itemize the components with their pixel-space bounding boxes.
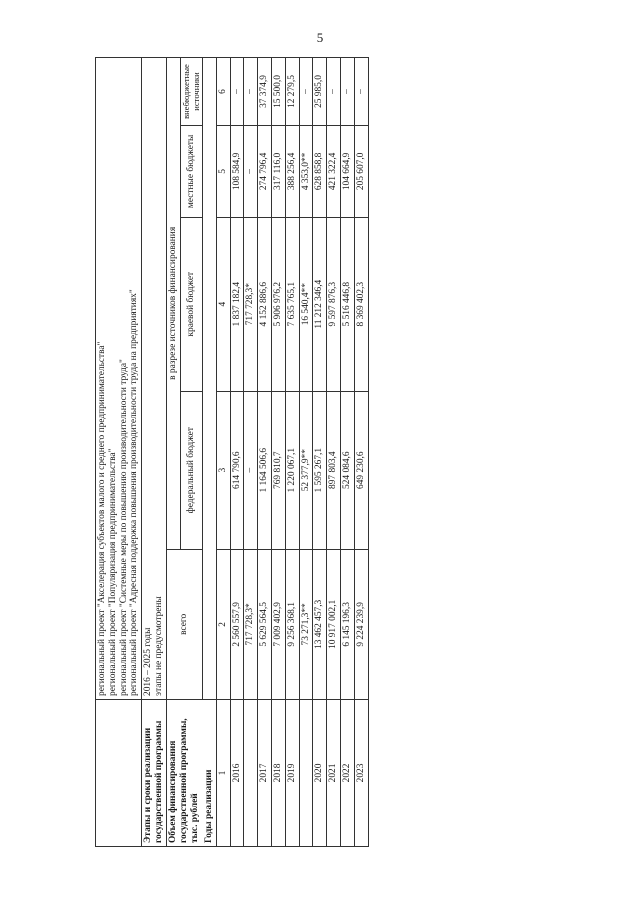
cell-total: 9 224 239,9: [354, 549, 368, 699]
years-header-row: [203, 58, 216, 847]
cell-regional: 9 597 876,3: [327, 217, 341, 391]
cell-regional: 7 635 765,1: [285, 217, 299, 391]
cell-total: 73 271,3**: [299, 549, 313, 699]
column-number: 4: [216, 217, 230, 391]
cell-extra: –: [341, 58, 355, 126]
cell-year: 2023: [354, 699, 368, 846]
cell-extra: –: [327, 58, 341, 126]
cell-total: 2 560 557,9: [230, 549, 244, 699]
rotated-table-block: [95, 57, 366, 847]
total-header: всего: [166, 549, 203, 699]
cell-extra: –: [354, 58, 368, 126]
cell-regional: 717 728,3*: [244, 217, 258, 391]
cell-regional: 11 212 346,4: [313, 217, 327, 391]
cell-local: 421 322,4: [327, 126, 341, 218]
cell-federal: 524 084,6: [341, 391, 355, 549]
cell-year: 2018: [272, 699, 286, 846]
cell-regional: 1 837 182,4: [230, 217, 244, 391]
cell-local: 628 858,8: [313, 126, 327, 218]
program-passport-table: [95, 57, 369, 847]
projects-row: [96, 58, 142, 847]
table-row: [313, 58, 327, 847]
cell-total: 9 256 368,1: [285, 549, 299, 699]
column-number: 6: [216, 58, 230, 126]
funding-header-row: [166, 58, 180, 847]
cell-federal: 52 377,9**: [299, 391, 313, 549]
cell-year: [299, 699, 313, 846]
table-row: [327, 58, 341, 847]
cell-year: 2019: [285, 699, 299, 846]
cell-federal: 897 803,4: [327, 391, 341, 549]
cell-federal: 649 230,6: [354, 391, 368, 549]
table-row: [285, 58, 299, 847]
project-item: региональный проект "Системные меры по повышению производительности труда": [118, 359, 129, 696]
cell-total: 13 462 457,3: [313, 549, 327, 699]
extra-header: внебюджетные источники: [180, 58, 203, 126]
cell-extra: –: [230, 58, 244, 126]
cell-local: 104 664,9: [341, 126, 355, 218]
cell-local: 205 607,0: [354, 126, 368, 218]
column-number: 2: [216, 549, 230, 699]
column-number: 3: [216, 391, 230, 549]
cell-extra: 25 985,0: [313, 58, 327, 126]
stages-row: [142, 58, 167, 847]
stages-period: 2016 – 2025 годы: [143, 627, 154, 696]
stages-value: [142, 58, 167, 700]
page-number: 5: [316, 30, 324, 45]
cell-local: –: [244, 126, 258, 218]
project-item: региональный проект "Акселерация субъектов малого и среднего предпринимательства": [97, 341, 107, 696]
cell-total: 6 145 196,3: [341, 549, 355, 699]
cell-federal: 769 810,7: [272, 391, 286, 549]
cell-year: 2022: [341, 699, 355, 846]
cell-year: 2017: [258, 699, 272, 846]
cell-federal: 614 790,6: [230, 391, 244, 549]
table-row: [244, 58, 258, 847]
cell-local: 388 256,4: [285, 126, 299, 218]
project-item: региональный проект "Популяризация предпринимательства": [107, 448, 118, 696]
stages-note: этапы не предусмотрены: [154, 596, 165, 696]
project-item: региональный проект "Адресная поддержка повышения производительности труда на предприятиях": [129, 289, 140, 696]
table-row: [272, 58, 286, 847]
column-number: 5: [216, 126, 230, 218]
cell-total: 7 009 402,9: [272, 549, 286, 699]
cell-extra: 15 500,0: [272, 58, 286, 126]
cell-total: 717 728,3*: [244, 549, 258, 699]
stages-label: Этапы и сроки реализации государственной программы: [142, 699, 167, 846]
projects-list: [96, 58, 142, 700]
cell-total: 5 629 564,5: [258, 549, 272, 699]
cell-extra: –: [244, 58, 258, 126]
cell-regional: 5 516 446,8: [341, 217, 355, 391]
cell-year: 2020: [313, 699, 327, 846]
cell-local: 274 796,4: [258, 126, 272, 218]
table-row: [258, 58, 272, 847]
cell-regional: 4 152 886,6: [258, 217, 272, 391]
funding-rows: [230, 58, 368, 847]
cell-year: 2016: [230, 699, 244, 846]
cell-total: 10 917 002,1: [327, 549, 341, 699]
regional-header: краевой бюджет: [180, 217, 203, 391]
cell-regional: 5 906 976,2: [272, 217, 286, 391]
local-header: местные бюджеты: [180, 126, 203, 218]
cell-extra: 12 279,5: [285, 58, 299, 126]
cell-regional: 8 369 402,3: [354, 217, 368, 391]
cell-regional: 16 540,4**: [299, 217, 313, 391]
cell-federal: –: [244, 391, 258, 549]
cell-year: [244, 699, 258, 846]
federal-header: федеральный бюджет: [180, 391, 203, 549]
column-numbers-row: [216, 58, 230, 847]
breakdown-header: в разрезе источников финансирования: [166, 58, 180, 550]
cell-federal: 1 595 267,1: [313, 391, 327, 549]
cell-year: 2021: [327, 699, 341, 846]
table-row: [299, 58, 313, 847]
years-header: Годы реализации: [203, 699, 216, 846]
table-row: [354, 58, 368, 847]
cell-federal: 1 164 506,6: [258, 391, 272, 549]
cell-local: 4 353,0**: [299, 126, 313, 218]
cell-local: 108 584,9: [230, 126, 244, 218]
cell-extra: 37 374,9: [258, 58, 272, 126]
column-number: 1: [216, 699, 230, 846]
cell-extra: –: [299, 58, 313, 126]
cell-federal: 1 220 067,1: [285, 391, 299, 549]
table-row: [230, 58, 244, 847]
cell-local: 317 116,0: [272, 126, 286, 218]
table-row: [341, 58, 355, 847]
funding-label: Объем финансирования государственной программы, тыс. рублей: [166, 699, 203, 846]
